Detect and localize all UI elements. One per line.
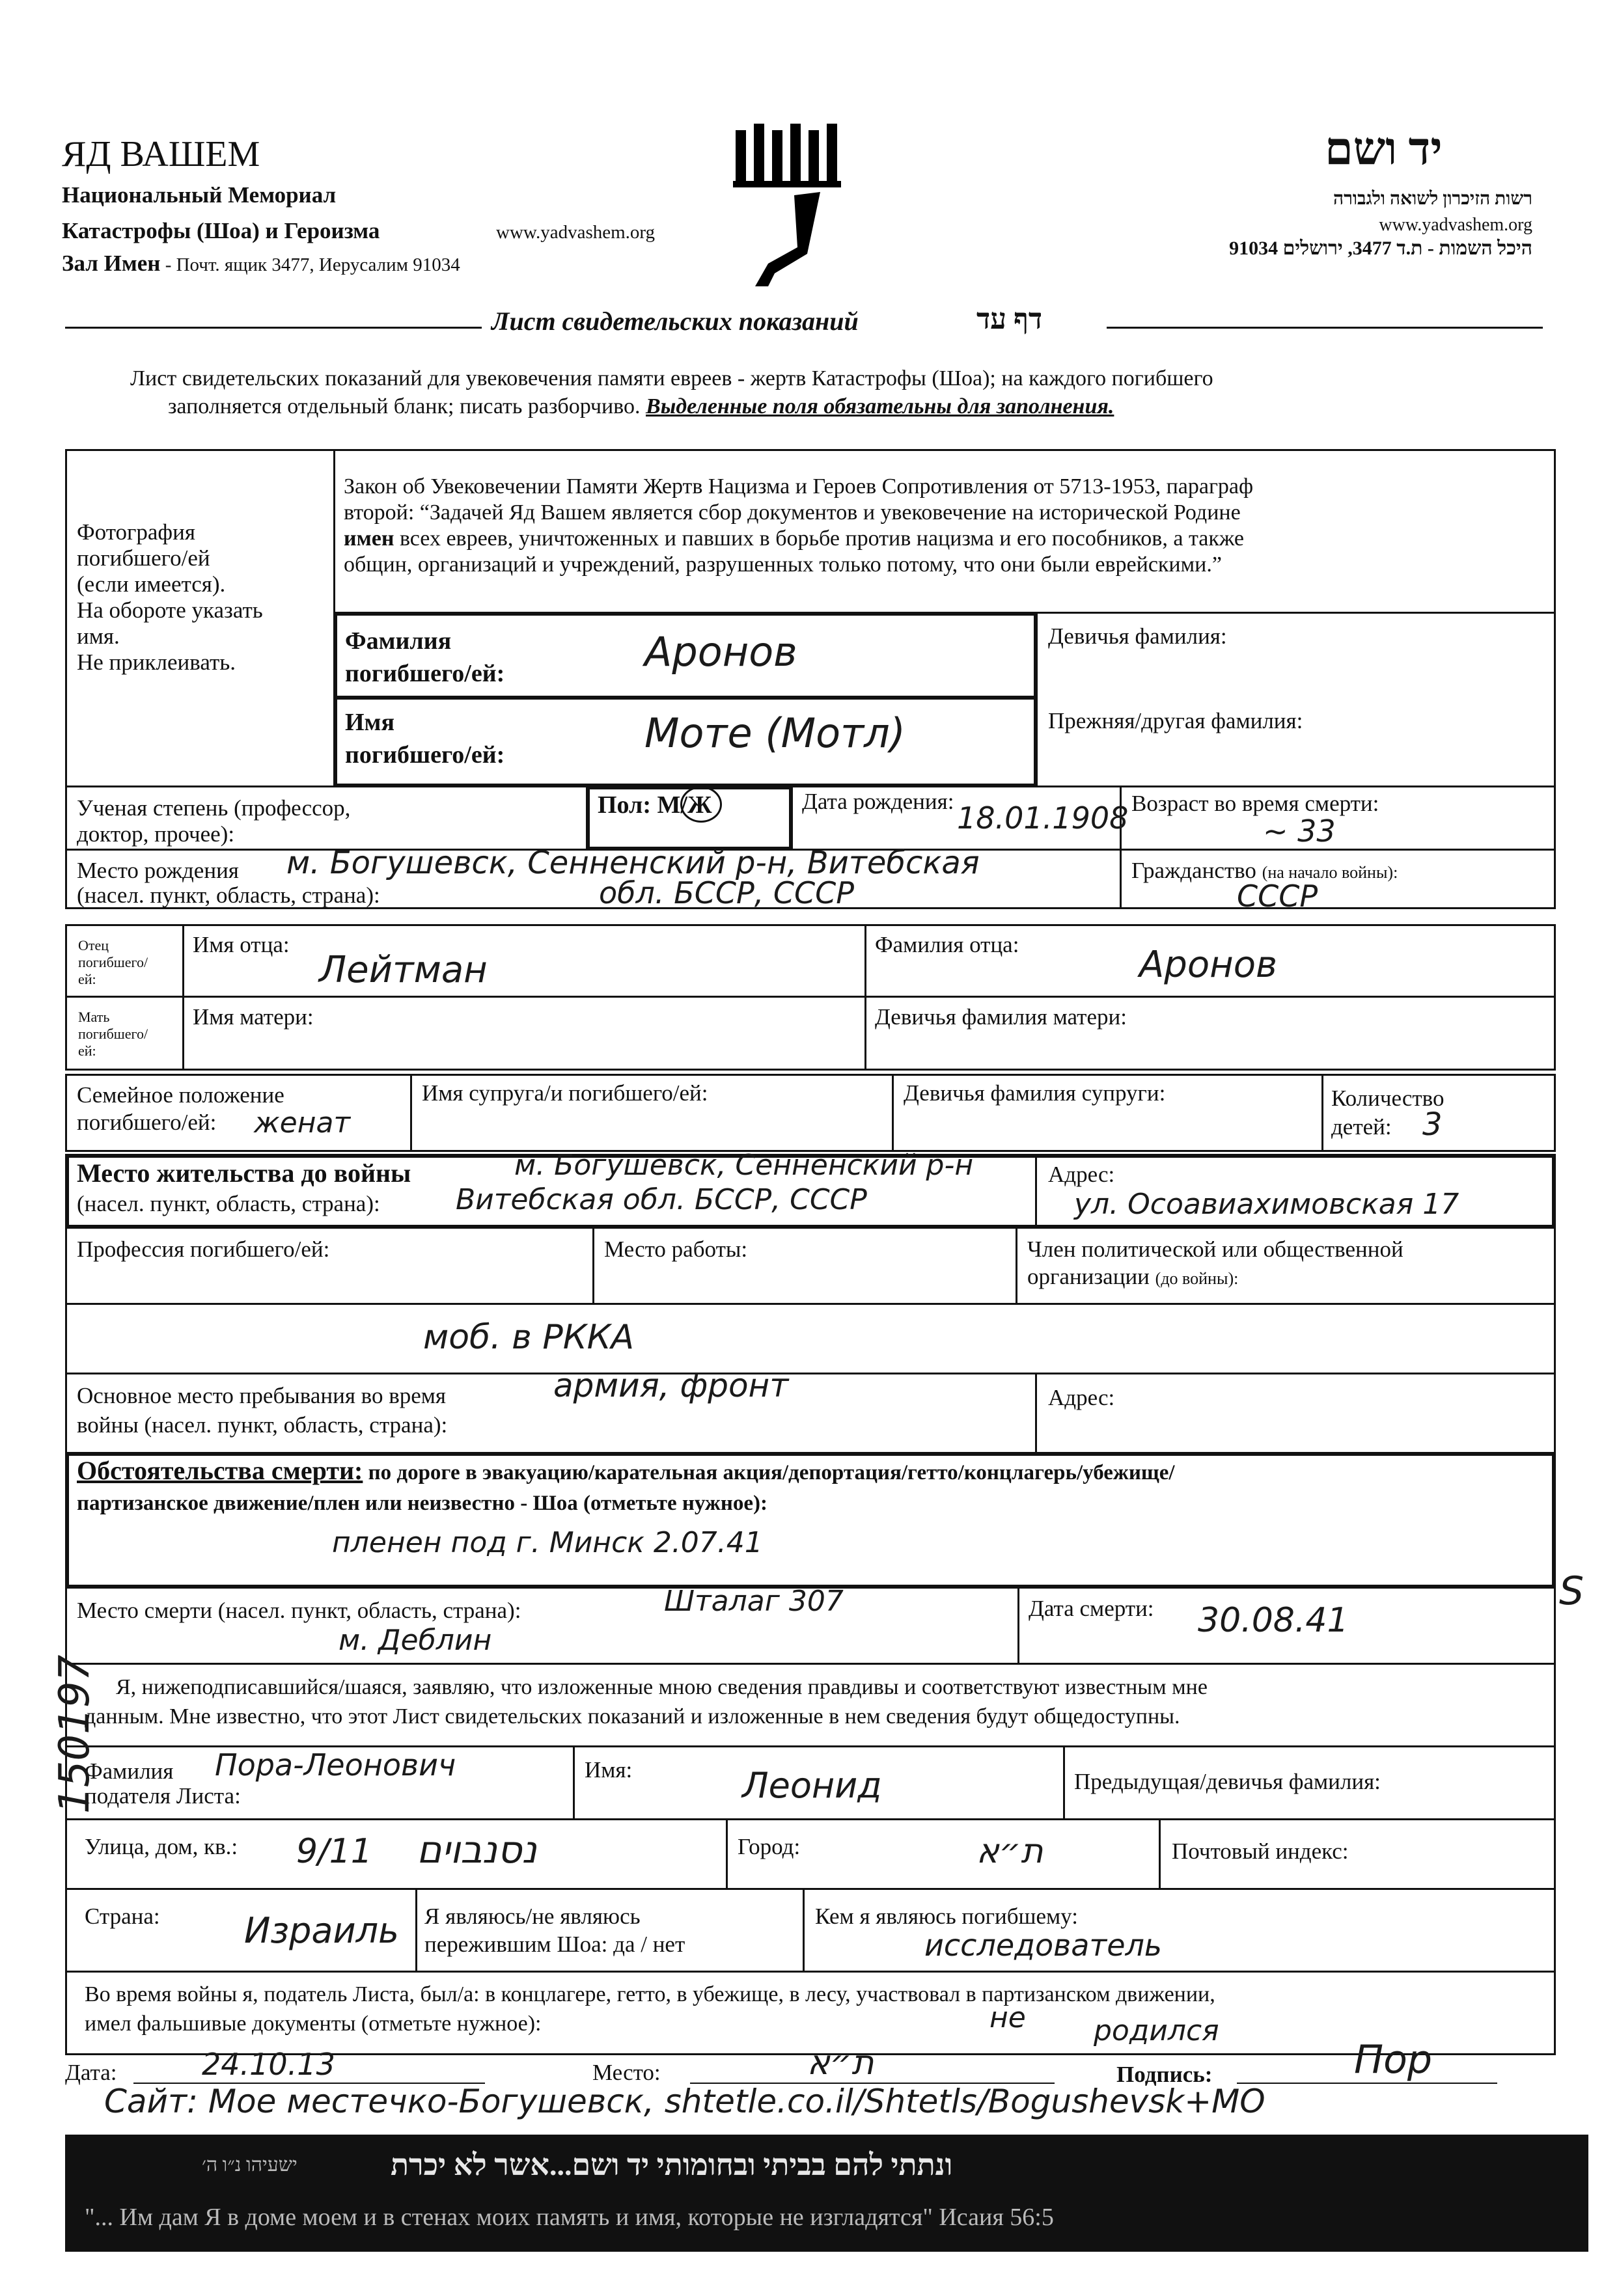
war-label2: имел фальшивые документы (отметьте нужное): (85, 2012, 542, 2036)
footer-heb-ref: ישעיהו נ״ו ה׳ (202, 2154, 297, 2176)
citizenship-label-text: Гражданство (1131, 858, 1256, 883)
age-label: Возраст во время смерти: (1131, 791, 1379, 816)
footer-heb-quote: ונתתי להם בביתי ובחומותי יד ושם...אשר לא יכרת (391, 2148, 953, 2181)
member-label1: Член политической или общественной (1027, 1237, 1404, 1262)
father-side3: ей: (78, 971, 96, 987)
law-l2: второй: “Задачей Яд Вашем является сбор документов и увековечение на исторической Родине (344, 500, 1241, 525)
wartime-value: армия, фронт (553, 1367, 789, 1404)
victim-surname-value: Аронов (644, 628, 797, 676)
submitter-name-value: Леонид (742, 1765, 882, 1806)
row-wartime-extra (65, 1303, 1556, 1374)
father-side2: погибшего/ (78, 954, 148, 970)
member-label2 (1027, 1264, 1238, 1292)
age-value: ~ 33 (1263, 813, 1336, 849)
form-title-heb: דף עד (976, 303, 1043, 335)
death-date-label: Дата смерти: (1029, 1596, 1154, 1621)
birthplace-value2: обл. БССР, СССР (599, 875, 855, 910)
law-text (344, 474, 1253, 578)
hall-address: - Почт. ящик 3477, Иерусалим 91034 (160, 254, 460, 275)
source-note: Сайт: Мое местечко-Богушевск, shtetle.co.il/Shtetls/Bogushevsk+MO (104, 2083, 1265, 2120)
law-l3a: имен (344, 526, 394, 551)
relation-label: Кем я являюсь погибшему: (815, 1904, 1078, 1929)
birthplace-label1: Место рождения (77, 858, 239, 883)
org-line2: Катастрофы (Шоа) и Героизма (62, 218, 380, 243)
father-name-label: Имя отца: (193, 932, 290, 957)
residence-label1: Место жительства до войны (77, 1158, 411, 1188)
submit-place-value: ת״א (807, 2043, 874, 2083)
website-right: www.yadvashem.org (1379, 215, 1532, 235)
death-place-label: Место смерти (насел. пункт, область, страна): (77, 1598, 521, 1623)
residence-address-value: ул. Осоавиахимовская 17 (1074, 1188, 1459, 1221)
heb-title: יד ושם (1325, 124, 1443, 174)
profession-label: Профессия погибшего/ей: (77, 1237, 330, 1262)
submitter-name-label: Имя: (585, 1757, 633, 1783)
city-label: Город: (738, 1834, 801, 1859)
signature-label: Подпись: (1116, 2062, 1213, 2087)
birth-date-value: 18.01.1908 (957, 800, 1129, 836)
residence-address-label: Адрес: (1048, 1162, 1115, 1187)
death-place-value2: м. Деблин (339, 1624, 492, 1657)
margin-mark: S (1559, 1568, 1584, 1614)
org-title: ЯД ВАШЕМ (62, 134, 260, 174)
residence-value2: Витебская обл. БССР, СССР (456, 1183, 867, 1216)
heb-address: היכל השמות - ת.ד 3477, ירושלים 91034 (1229, 238, 1532, 259)
footer-ru-quote: "... Им дам Я в доме моем и в стенах моих память и имя, которые не изгладятся" Исаия 56:5 (85, 2204, 1054, 2231)
birth-date-label: Дата рождения: (802, 789, 954, 814)
circ-label: Обстоятельства смерти: (77, 1456, 363, 1485)
degree-label2: доктор, прочее): (77, 821, 235, 847)
marital-value: женат (254, 1106, 351, 1140)
children-label1: Количество (1331, 1086, 1445, 1111)
children-label2: детей: (1331, 1114, 1392, 1140)
intro-line2-text: заполняется отдельный бланк; писать разборчиво. (168, 394, 641, 418)
photo-note (77, 519, 263, 676)
marital-label2: погибшего/ей: (77, 1110, 217, 1135)
children-value: 3 (1422, 1106, 1443, 1143)
war-label1: Во время войны я, податель Листа, был/а: в концлагере, гетто, в убежище, в лесу, участвовал в партизанском движении, (85, 1982, 1215, 2006)
citizenship-value: СССР (1237, 879, 1318, 914)
victim-other-surname-label: Прежняя/другая фамилия: (1048, 708, 1303, 733)
org-line1: Национальный Мемориал (62, 182, 337, 208)
wartime-address-label: Адрес: (1048, 1385, 1115, 1410)
law-l3b: всех евреев, уничтоженных и павших в борьбе против нацизма и его пособников, а также (394, 526, 1244, 551)
mother-side1: Мать (78, 1009, 110, 1025)
sex-label: Пол: М/Ж (598, 791, 712, 819)
photo-l1: Фотография (77, 519, 195, 545)
victim-surname-label1: Фамилия (345, 627, 452, 655)
death-date-value: 30.08.41 (1198, 1601, 1349, 1640)
mother-side3: ей: (78, 1043, 96, 1059)
member-label2-text: организации (1027, 1264, 1150, 1289)
birthplace-label2: (насел. пункт, область, страна): (77, 882, 380, 908)
mother-name-label: Имя матери: (193, 1004, 314, 1030)
photo-l4: На обороте указать (77, 597, 263, 623)
law-l4: общин, организаций и учреждений, разрушенных только потому, что они были еврейскими.” (344, 553, 1222, 577)
victim-name-value: Моте (Мотл) (644, 709, 906, 757)
submitter-prev-surname-label: Предыдущая/девичья фамилия: (1074, 1769, 1381, 1794)
photo-l2: погибшего/ей (77, 545, 210, 571)
submitter-surname-value: Пора-Леонович (215, 1747, 456, 1783)
circ-line1 (77, 1458, 1175, 1486)
marital-label1: Семейное положение (77, 1082, 284, 1108)
victim-maiden-label: Девичья фамилия: (1048, 623, 1227, 649)
war-value2: родился (1094, 2014, 1219, 2047)
declaration-l1: Я, нижеподписавшийся/шаяся, заявляю, что изложенные мною сведения правдивы и соответствуют известным мне (116, 1675, 1208, 1699)
country-value: Израиль (244, 1910, 399, 1951)
footer-banner (65, 2135, 1588, 2252)
circ-value: пленен под г. Минск 2.07.41 (332, 1526, 763, 1559)
father-side-label (78, 937, 148, 988)
wartime-label1: Основное место пребывания во время (77, 1383, 447, 1408)
photo-l3: (если имеется). (77, 571, 226, 597)
war-value1: не (989, 2001, 1026, 2034)
victim-name-label2: погибшего/ей: (345, 741, 505, 769)
sheet-number: 150197 (51, 1654, 99, 1814)
submit-date-label: Дата: (65, 2060, 117, 2085)
father-name-value: Лейтман (319, 949, 488, 991)
website-left: www.yadvashem.org (496, 222, 656, 243)
survivor-label2: пережившим Шоа: да / нет (424, 1932, 685, 1957)
photo-l6: Не приклеивать. (77, 649, 236, 675)
zip-label: Почтовый индекс: (1172, 1838, 1349, 1864)
wartime-label2: войны (насел. пункт, область, страна): (77, 1412, 448, 1438)
submit-date-value: 24.10.13 (202, 2047, 335, 2082)
father-side1: Отец (78, 937, 109, 953)
intro-line2 (168, 394, 1114, 420)
wartime-extra-value: моб. в РККА (423, 1318, 635, 1357)
birthplace-value1: м. Богушевск, Сенненский р-н, Витебская (286, 845, 980, 881)
workplace-label: Место работы: (604, 1237, 748, 1262)
mother-side-label (78, 1009, 148, 1059)
submitter-surname-label1: Фамилия (85, 1758, 174, 1784)
street-value-heb: נסנבוים (417, 1827, 537, 1872)
submit-place-label: Место: (592, 2060, 661, 2085)
circ-options2: партизанское движение/плен или неизвестно - Шоа (отметьте нужное): (77, 1492, 767, 1515)
photo-l5: имя. (77, 623, 120, 649)
hall-line (62, 251, 460, 278)
declaration-l2: данным. Мне известно, что этот Лист свидетельских показаний и изложенные в нем сведения будут общедоступны. (85, 1704, 1180, 1729)
death-place-value1: Шталаг 307 (664, 1585, 844, 1618)
signature-value: Пор (1354, 2037, 1432, 2083)
mother-side2: погибшего/ (78, 1026, 148, 1042)
city-value: ת״א (976, 1832, 1044, 1871)
law-l1: Закон об Увековечении Памяти Жертв Нацизма и Героев Сопротивления от 5713-1953, параграф (344, 474, 1254, 499)
law-l3 (344, 526, 1253, 552)
yad-vashem-logo-icon (729, 124, 853, 299)
country-label: Страна: (85, 1904, 160, 1929)
degree-label1: Ученая степень (профессор, (77, 795, 351, 821)
relation-value: исследователь (924, 1928, 1163, 1963)
residence-label2: (насел. пункт, область, страна): (77, 1191, 380, 1216)
street-label: Улица, дом, кв.: (85, 1834, 238, 1859)
residence-value1: м. Богушевск, Сенненский р-н (514, 1149, 974, 1182)
survivor-label1: Я являюсь/не являюсь (424, 1904, 641, 1929)
citizenship-note: (на начало войны): (1262, 863, 1398, 882)
father-surname-label: Фамилия отца: (875, 932, 1019, 957)
heb-line1: רשות הזיכרון לשואה ולגבורה (1333, 189, 1532, 209)
submitter-surname-label2: подателя Листа: (85, 1783, 241, 1809)
member-note: (до войны): (1155, 1269, 1239, 1288)
intro-line1: Лист свидетельских показаний для увековечения памяти евреев - жертв Катастрофы (Шоа); на каждого погибшего (130, 366, 1213, 390)
form-title: Лист свидетельских показаний (491, 307, 859, 336)
mother-maiden-label: Девичья фамилия матери: (875, 1004, 1127, 1030)
spouse-maiden-label: Девичья фамилия супруги: (904, 1080, 1166, 1106)
intro-emphasis: Выделенные поля обязательны для заполнения. (646, 394, 1114, 418)
street-value: 9/11 (296, 1832, 372, 1871)
spouse-name-label: Имя супруга/и погибшего/ей: (422, 1080, 708, 1106)
hall-label: Зал Имен (62, 251, 161, 276)
circ-options1: по дороге в эвакуацию/карательная акция/депортация/гетто/концлагерь/убежище/ (363, 1461, 1175, 1484)
victim-name-label1: Имя (345, 709, 394, 736)
father-surname-value: Аронов (1139, 944, 1277, 986)
sex-selection-mark-icon (680, 786, 722, 823)
victim-surname-label2: погибшего/ей: (345, 660, 505, 687)
